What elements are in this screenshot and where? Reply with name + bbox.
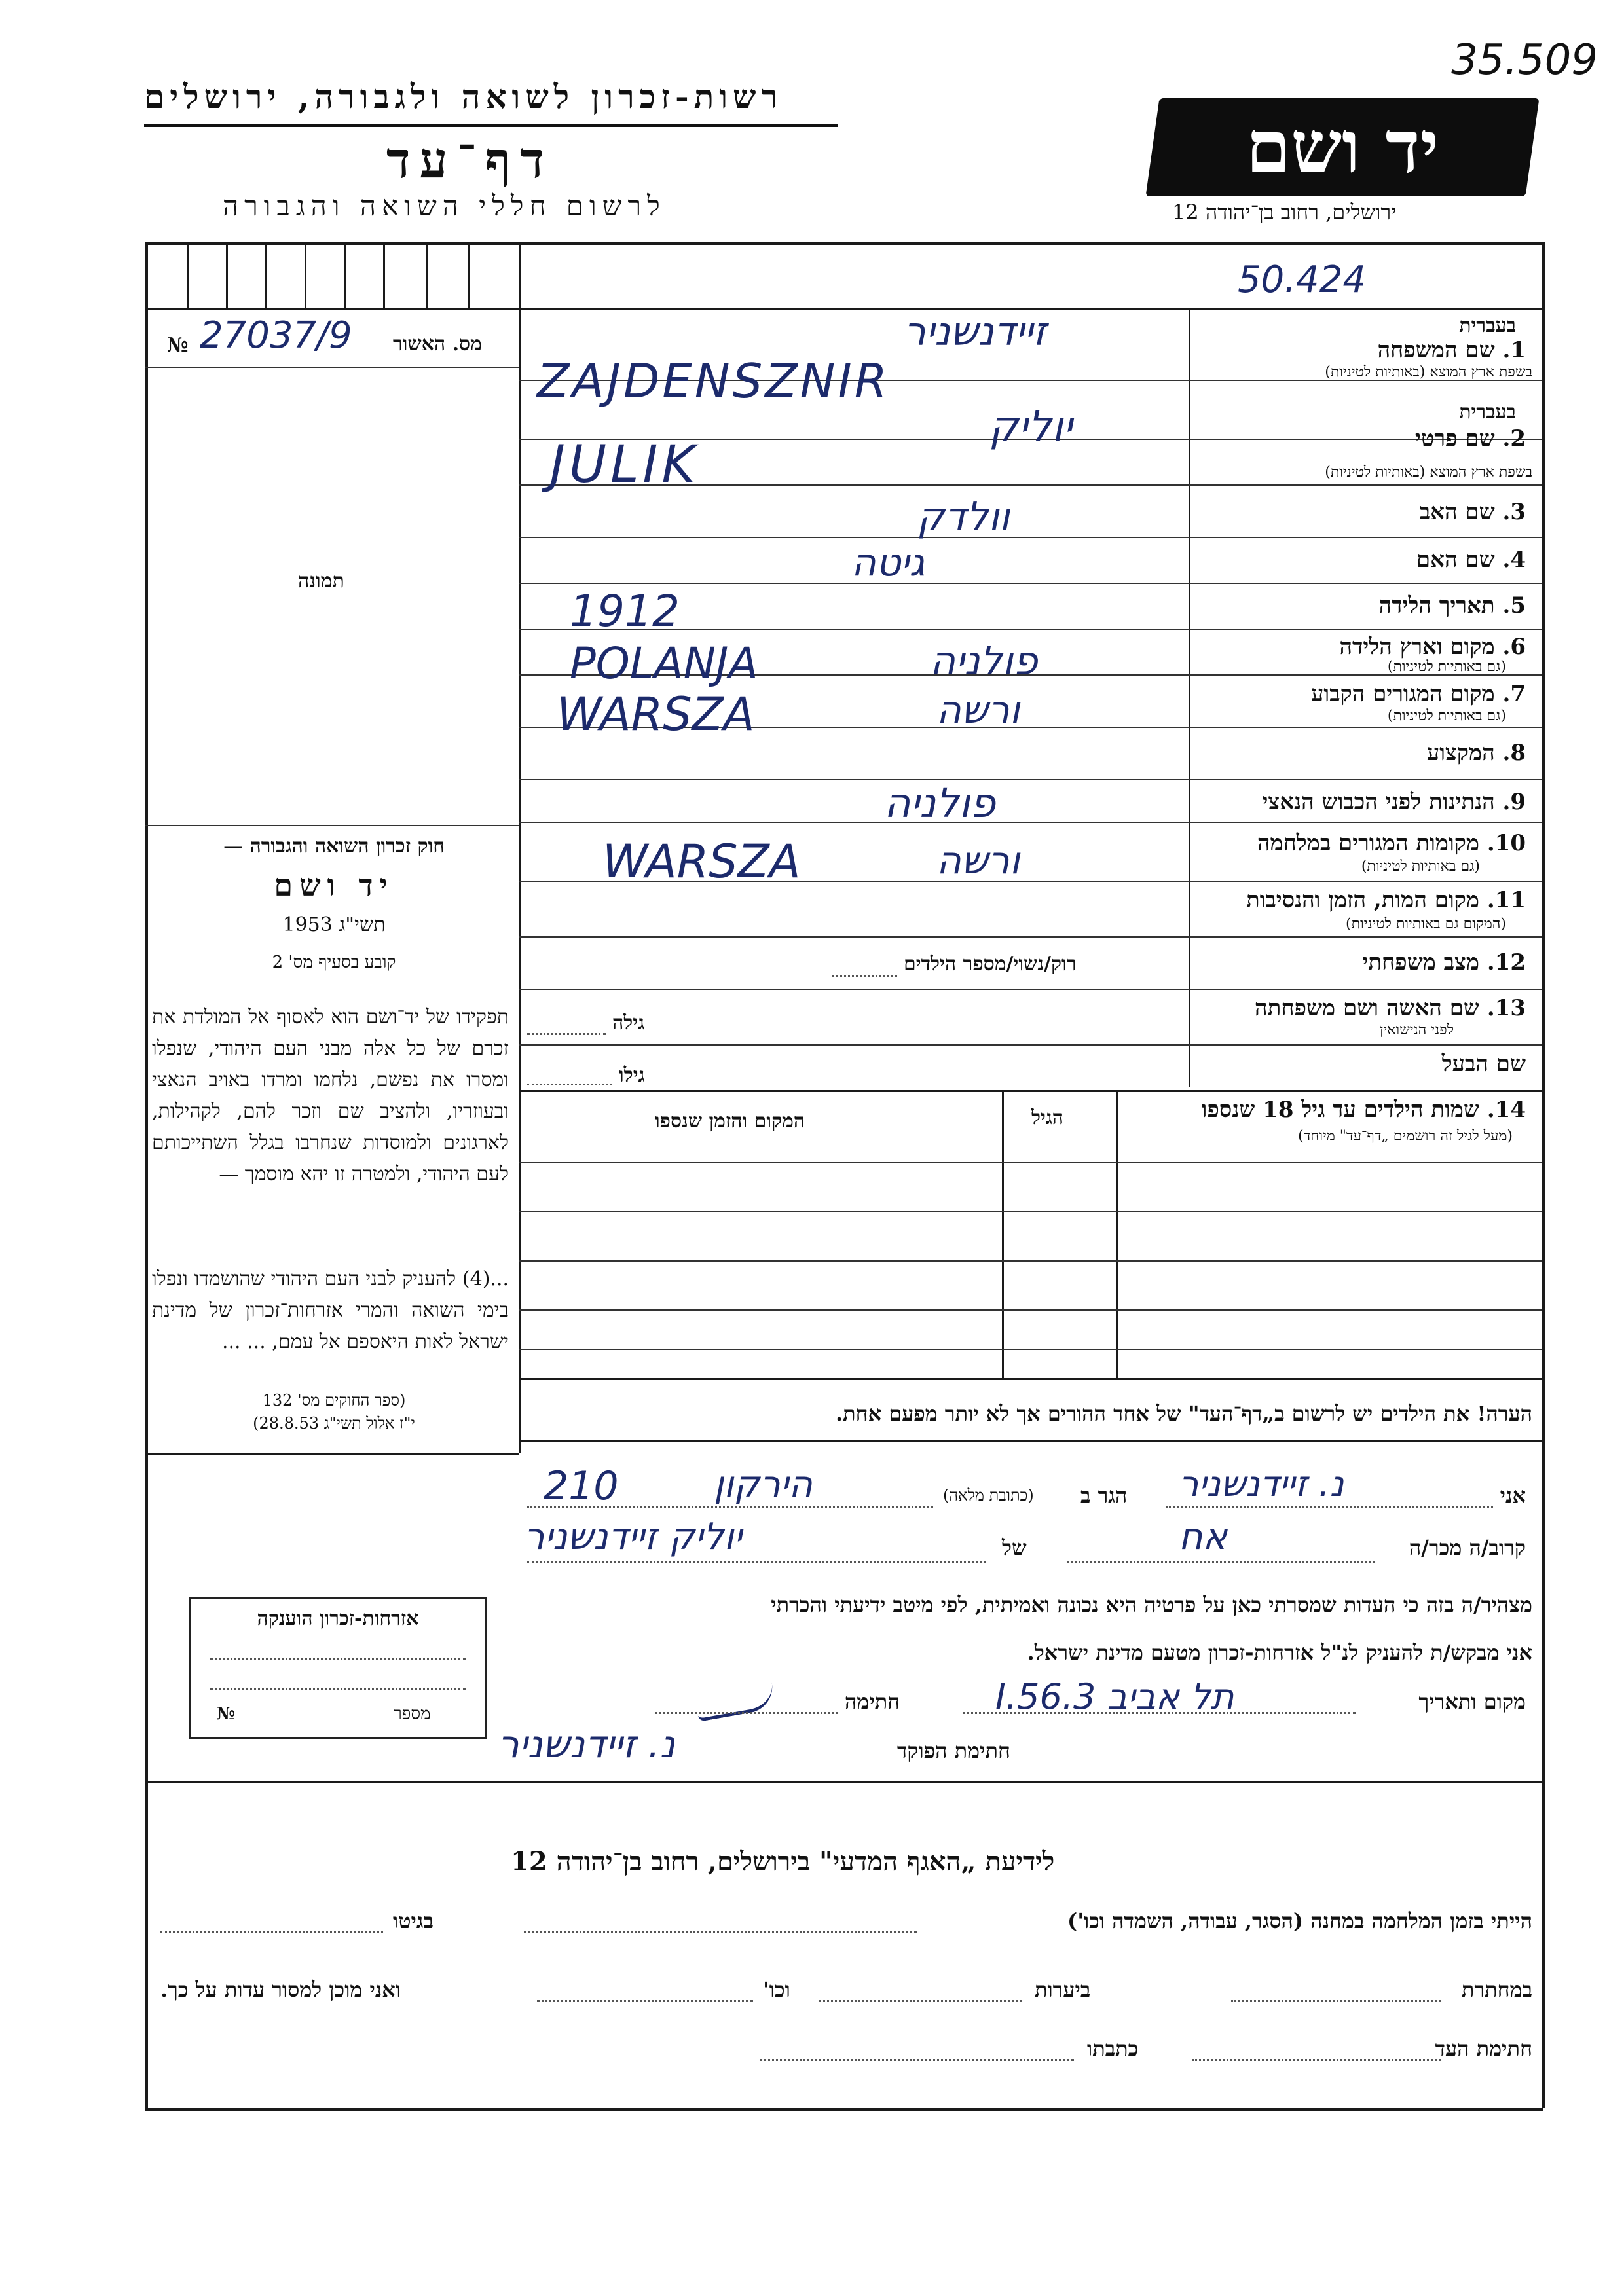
children-col-divider: [1116, 1090, 1118, 1378]
citizenship-dotted: [210, 1688, 466, 1690]
citizenship-dotted: [210, 1658, 466, 1660]
sci-title: לידיעת „האגף המדעי" בירושלים, רחוב בן־יהודה 12: [511, 1846, 1055, 1877]
yad-vashem-logo: [1145, 98, 1539, 196]
form-title: דף־עד: [386, 131, 553, 189]
children-age-header: הגיל: [1031, 1106, 1064, 1129]
law-title: חוק זכרון השואה והגבורה —: [223, 835, 445, 858]
f4-value: גיטה: [851, 540, 925, 585]
law-name: יד ושם: [274, 867, 394, 903]
f3-value: וולדק: [917, 494, 1010, 540]
note-bottom-line: [519, 1440, 1542, 1442]
wife-age-line: [527, 1033, 606, 1035]
row-line: [519, 936, 1542, 938]
husband-age-line: [527, 1084, 612, 1085]
logo-text: יד ושם: [1246, 105, 1439, 189]
decl-residing: הגר ב: [1080, 1483, 1128, 1508]
law-body: תפקידו של יד־ושם הוא לאסוף אל המולדת את זכרם של כל אלה מבני העם היהודי, שנפלו ומסרו את נפשם, נלחמו ומרדו באויב הנאצי ובעוזריו, ולהציב שם וזכר להם, לקהילות, לארגונים ולמוסדות שנחרבו בגלל השתייכותם לעם היהודי, ולמטרה זו יהא מוסמך —: [152, 1006, 509, 1186]
decl-of-label: של: [1002, 1535, 1027, 1560]
sci-line1-camp: הייתי בזמן המלחמה במחנה (הסגר, עבודה, השמדה וכו'): [1067, 1908, 1532, 1933]
label-column-divider: [1189, 308, 1190, 1087]
left-column-bottom: [145, 1453, 519, 1455]
f10-latin-value: WARSZA: [602, 835, 801, 888]
law-source: (ספר החוקים מס' 132: [262, 1391, 406, 1410]
f12-marital-options: רוק/נשוי/מספר הילדים: [904, 953, 1077, 975]
reg-cell: [304, 242, 306, 308]
decl-victim-name: יוליק זיידנשניר: [524, 1516, 743, 1558]
authority-line: רשות-זכרון לשואה ולגבורה, ירושלים: [144, 77, 783, 116]
decl-relation-line: [1067, 1561, 1375, 1563]
row-line: [519, 779, 1542, 780]
reg-underline: [145, 367, 519, 368]
f1-label: 1. שם המשפחה: [1377, 337, 1526, 363]
f9-value: פולניה: [884, 779, 996, 827]
sci-line1-ghetto: בגיטו: [393, 1908, 434, 1933]
row-line: [519, 1044, 1542, 1046]
row-line: [519, 583, 1542, 584]
row-line: [519, 822, 1542, 823]
sci-line2-ready: ואני מוכן למסור עדות על כך.: [160, 1977, 401, 2002]
hebrew-label-2: בעברית: [1459, 401, 1516, 424]
f7-sub: (גם באותיות לטיניות): [1387, 708, 1506, 724]
registration-label: מס. האשור: [393, 333, 482, 355]
decl-victim-line: [527, 1561, 986, 1563]
decl-officer-label: חתימת הפוקד: [897, 1738, 1010, 1763]
f10-hebrew-value: ורשה: [936, 838, 1020, 883]
frame-top: [145, 242, 1543, 245]
children-label: 14. שמות הילדים עד גיל 18 שנספו: [1201, 1097, 1526, 1123]
sci-camp-line: [524, 1931, 917, 1933]
f11-sub: (המקום גם באותיות לטיניות): [1346, 916, 1506, 932]
husband-label: שם הבעל: [1441, 1051, 1526, 1077]
decl-statement: מצהיר/ה בזה כי העדות שמסרתי כאן על פרטיה היא נכונה ואמיתית, לפי מיטב ידיעתי והכרתי: [771, 1592, 1532, 1617]
children-row-line: [519, 1349, 1542, 1350]
citizenship-box: [189, 1597, 487, 1739]
sci-forests-line: [819, 2000, 1022, 2002]
law-year: תשי"ג 1953: [282, 913, 386, 936]
left-column-divider: [519, 242, 521, 1453]
photo-label: תמונה: [298, 570, 344, 592]
header-rule: [144, 124, 838, 127]
f7-latin-value: WARSZA: [557, 687, 755, 741]
f10-sub: (גם באותיות לטיניות): [1361, 858, 1480, 875]
reg-row-line: [145, 308, 1543, 310]
decl-signature-label: חתימה: [845, 1689, 900, 1714]
sci-line3-address: כתבתו: [1087, 2036, 1139, 2061]
f10-label: 10. מקומות המגורים במלחמה: [1257, 830, 1526, 856]
children-place-header: המקום והזמן שנספו: [655, 1110, 805, 1133]
sci-ghetto-line: [160, 1931, 383, 1933]
f8-label: 8. המקצוע: [1426, 740, 1526, 766]
f1-hebrew-value: זיידנשניר: [904, 309, 1047, 355]
reg-cell: [426, 242, 428, 308]
row-line: [519, 1090, 1542, 1092]
decl-witness-name: נ. זיידנשניר: [1179, 1463, 1344, 1504]
registration-number: 27037/9: [200, 314, 352, 357]
archive-number: 35.509: [1451, 36, 1598, 84]
f5-value: 1912: [570, 586, 680, 636]
citizenship-title: אזרחות-זכרון הוענקה: [257, 1607, 419, 1630]
decl-signature-line: [655, 1712, 838, 1714]
decl-name-line: [1166, 1506, 1493, 1508]
f9-label: 9. הנתינות לפני הכבוש הנאצי: [1262, 789, 1526, 815]
reg-cell: [226, 242, 228, 308]
f6-label: 6. מקום וארץ הלידה: [1339, 634, 1526, 660]
reg-cell: [383, 242, 385, 308]
sci-line2-forests: ביערות: [1035, 1977, 1091, 2002]
decl-street: הירקון: [714, 1463, 813, 1506]
decl-place-date-value: תל אביב 3.I.56: [995, 1676, 1234, 1717]
children-table-bottom: [519, 1378, 1542, 1380]
husband-age-label: גילו: [619, 1064, 645, 1087]
decl-relation-value: אח: [1179, 1516, 1228, 1558]
sci-address-line: [760, 2059, 1074, 2061]
f1-latin-value: ZAJDENSZNIR: [537, 354, 890, 409]
law-date: י"ז אלול תשי"ג 28.8.53): [253, 1414, 415, 1432]
f12-label: 12. מצב משפחתי: [1362, 949, 1526, 975]
f3-label: 3. שם האב: [1419, 499, 1526, 525]
decl-request: אני מבקש/ת להעניק לנ"ל אזרחות-זכרון מטעם מדינת ישראל.: [1027, 1640, 1532, 1665]
children-header-line: [519, 1162, 1542, 1163]
f13-wife-age-label: גילה: [612, 1011, 645, 1034]
sci-witness-line: [1192, 2059, 1441, 2061]
law-clause: ...(4) להעניק לבני העם היהודי שהושמדו ונפלו בימי השואה והמרי אזרחות־זכרון של מדינת ישראל לאות היאספם אל עמם, ... ...: [152, 1267, 509, 1353]
frame-mid: [145, 1781, 1543, 1783]
no-mark: №: [167, 334, 189, 357]
children-row-line: [519, 1260, 1542, 1262]
f2-label: 2. שם פרטי: [1414, 426, 1526, 452]
reg-cell: [468, 242, 470, 308]
f2-latin-value: JULIK: [550, 435, 699, 494]
decl-officer-signature: נ. זיידנשניר: [498, 1722, 676, 1766]
f13-sub: לפני הנישואין: [1379, 1022, 1454, 1038]
children-row-line: [519, 1211, 1542, 1212]
sci-line2-etc: וכו': [763, 1977, 790, 2002]
sci-underground-line: [1231, 2000, 1441, 2002]
hebrew-label: בעברית: [1459, 314, 1516, 337]
sci-line3-witness-sig: חתימת העד: [1435, 2036, 1532, 2061]
row-line: [519, 537, 1542, 538]
f13-label: 13. שם האשה ושם משפחתה: [1255, 995, 1526, 1021]
children-count-line: [832, 975, 897, 977]
decl-place-date-label: מקום ותאריך: [1418, 1689, 1526, 1714]
handwritten-code: 50.424: [1238, 259, 1366, 301]
citizenship-number-label: מספר: [394, 1704, 431, 1724]
decl-relative-label: קרוב/ה מכר/ה: [1409, 1535, 1526, 1560]
f4-label: 4. שם האם: [1416, 547, 1526, 573]
reg-cell: [187, 242, 189, 308]
f6-hebrew-value: פולניה: [930, 638, 1038, 684]
address: ירושלים, רחוב בן־יהודה 12: [1172, 200, 1397, 225]
reg-cell: [344, 242, 346, 308]
children-col-divider: [1002, 1090, 1004, 1378]
reg-cell: [265, 242, 267, 308]
decl-full-address: (כתובת מלאה): [943, 1486, 1034, 1504]
f5-label: 5. תאריך הלידה: [1378, 592, 1526, 619]
f2-sub: בשפת ארץ המוצא (באותיות לטיניות): [1325, 464, 1532, 481]
frame-bottom: [145, 2108, 1543, 2111]
decl-i-label: אני: [1500, 1483, 1526, 1508]
f2-hebrew-value: יוליק: [989, 403, 1073, 451]
f6-latin-value: POLANJA: [570, 638, 758, 689]
decl-house-number: 210: [544, 1463, 619, 1509]
f1-sub: בשפת ארץ המוצא (באותיות לטיניות): [1325, 364, 1532, 380]
citizenship-no-mark: №: [217, 1704, 236, 1724]
f7-hebrew-value: ורשה: [936, 687, 1020, 732]
decl-date-line: [963, 1712, 1356, 1714]
sci-etc-line: [537, 2000, 753, 2002]
row-line: [519, 989, 1542, 990]
form-subtitle: לרשום חללי השואה והגבורה: [223, 190, 666, 222]
sci-line2-underground: במחתרת: [1461, 1977, 1532, 2002]
note-text: הערה! את הילדים יש לרשום ב„דף־העד" של אחד ההורים אך לא יותר מפעם אחת.: [835, 1401, 1532, 1426]
f6-sub: (גם באותיות לטיניות): [1387, 659, 1506, 675]
children-row-line: [519, 1309, 1542, 1311]
photo-bottom-line: [145, 825, 519, 826]
decl-address-line: [527, 1506, 933, 1508]
frame-right: [1542, 242, 1545, 2108]
f7-label: 7. מקום המגורים הקבוע: [1311, 681, 1526, 707]
f11-label: 11. מקום המות, הזמן והנסיבות: [1246, 887, 1526, 913]
frame-left: [145, 242, 148, 2108]
children-sub: (מעל לגיל זה רושמים „דף־עד" מיוחד): [1298, 1128, 1513, 1144]
law-section: קובע בסעיף מס' 2: [272, 953, 396, 972]
